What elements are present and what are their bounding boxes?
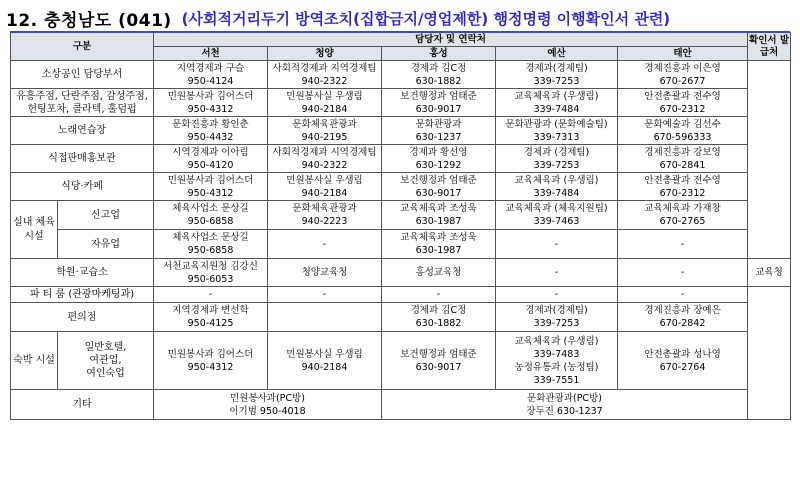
page-title: [6, 4, 670, 32]
confirm-cell: [748, 230, 791, 259]
contact-cell: 경제과 (경제팀) 339-7253: [496, 145, 618, 173]
contact-cell: 민원봉사실 우생림 940-2184: [268, 173, 382, 201]
contact-cell: 문화관광과(PC방) 장두진 630-1237: [382, 390, 748, 420]
header-confirm: 확인서 발급처: [748, 33, 791, 61]
confirm-cell: [748, 201, 791, 230]
contact-cell: 경제과(경제팀) 339-7253: [496, 61, 618, 89]
confirm-cell: [748, 390, 791, 420]
contact-cell: -: [154, 287, 268, 303]
contact-cell: 교육체육과 조성욱 630-1987: [382, 201, 496, 230]
contact-cell: 민원봉사실 우생림 940-2184: [268, 332, 382, 390]
contact-cell: 경제과 김C정 630-1882: [382, 61, 496, 89]
confirm-cell: [748, 61, 791, 89]
contact-cell: 경제진흥과 장예은 670-2842: [618, 303, 748, 332]
confirm-cell: [748, 332, 791, 390]
contact-cell: 안전총괄과 전수영 670-2312: [618, 89, 748, 117]
header-city: 예산: [496, 47, 618, 61]
confirm-cell: [748, 173, 791, 201]
contact-cell: 경제진흥과 이은영 670-2677: [618, 61, 748, 89]
confirm-cell: [748, 89, 791, 117]
contact-cell: 민원봉사과(PC방) 이기범 950-4018: [154, 390, 382, 420]
row-label: 노래연습장: [11, 117, 154, 145]
contact-cell: 지역경제과 변선학 950-4125: [154, 303, 268, 332]
contact-cell: 보건행정과 엄태준 630-9017: [382, 89, 496, 117]
sub-label: 신고업: [58, 201, 154, 230]
confirm-cell: [748, 287, 791, 303]
contact-cell: -: [496, 259, 618, 287]
contact-cell: 문화관광과 630-1237: [382, 117, 496, 145]
section-number: 12. 충청남도 (041): [6, 10, 172, 31]
contact-cell: [268, 303, 382, 332]
contact-cell: -: [268, 230, 382, 259]
row-label: 식접판매홍보관: [11, 145, 154, 173]
row-label: 학원·교습소: [11, 259, 154, 287]
row-label: 소상공인 담당부서: [11, 61, 154, 89]
contact-cell: 교육체육과 (우생림) 339-7483 농정유통과 (농정팀) 339-7551: [496, 332, 618, 390]
contact-cell: 문화체육관광과 940-2195: [268, 117, 382, 145]
contact-cell: 교육체육과 조성욱 630-1987: [382, 230, 496, 259]
header-city: 태안: [618, 47, 748, 61]
row-label: 편의점: [11, 303, 154, 332]
contact-cell: 시역경제과 이아림 950-4120: [154, 145, 268, 173]
contact-cell: 청양교육청: [268, 259, 382, 287]
contact-cell: 경제진흥과 강보영 670-2841: [618, 145, 748, 173]
contact-cell: 체육사업소 문상길 950-6858: [154, 201, 268, 230]
contact-cell: 보건행정과 엄태준 630-9017: [382, 332, 496, 390]
contact-cell: 민원봉사과 김어스더 950-4312: [154, 89, 268, 117]
row-label: 식당·카페: [11, 173, 154, 201]
row-label: 유흥주점, 단란주점, 감성주점, 헌팅포차, 콜라텍, 홀덤펍: [11, 89, 154, 117]
table-top-border: [10, 31, 790, 33]
section-subtitle: (사회적거리두기 방역조치(집합금지/영업제한) 행정명령 이행확인서 관련): [181, 9, 671, 28]
contact-cell: -: [618, 259, 748, 287]
contact-cell: -: [496, 230, 618, 259]
header-contacts: 담당자 및 연락처: [154, 33, 748, 47]
contact-cell: -: [268, 287, 382, 303]
contact-cell: 사회적경제과 시역경제팀 940-2322: [268, 145, 382, 173]
contact-cell: 경제과 김C정 630-1882: [382, 303, 496, 332]
contact-cell: -: [618, 287, 748, 303]
contact-cell: -: [496, 287, 618, 303]
row-label: 파 티 룸 (관광마케팅과): [11, 287, 154, 303]
contact-cell: 경제과 황선영 630-1292: [382, 145, 496, 173]
header-category: 구분: [11, 33, 154, 61]
contact-cell: 사회적경제과 지역경제팀 940-2322: [268, 61, 382, 89]
contact-cell: 교육체육과 (우생림) 339-7484: [496, 173, 618, 201]
sub-label: 일반호텔, 여관업, 여인숙업: [58, 332, 154, 390]
contact-cell: 체육사업소 문상길 950-6858: [154, 230, 268, 259]
contact-cell: 서천교육지원청 김강신 950-6053: [154, 259, 268, 287]
sub-label: 자유업: [58, 230, 154, 259]
contact-cell: 보건행정과 엄태준 630-9017: [382, 173, 496, 201]
header-city: 홍성: [382, 47, 496, 61]
contact-cell: 교육체육과 (체육지원팀) 339-7463: [496, 201, 618, 230]
contact-cell: 문화체육관광과 940-2223: [268, 201, 382, 230]
confirm-cell: [748, 303, 791, 332]
contact-cell: 문화예술과 김선수 670-596333: [618, 117, 748, 145]
confirm-cell: [748, 145, 791, 173]
contact-cell: -: [618, 230, 748, 259]
contact-cell: 지역경제과 구슬 950-4124: [154, 61, 268, 89]
confirm-cell: [748, 117, 791, 145]
contact-cell: 교육체육과 가재창 670-2765: [618, 201, 748, 230]
header-city: 서천: [154, 47, 268, 61]
contact-table: [10, 32, 791, 420]
group-label: 실내 체육 시설: [11, 201, 58, 259]
contact-cell: 안전총괄과 성나영 670-2764: [618, 332, 748, 390]
confirm-cell: 교육청: [748, 259, 791, 287]
contact-cell: 안전총괄과 전수영 670-2312: [618, 173, 748, 201]
contact-cell: 민원봉사과 김어스더 950-4312: [154, 332, 268, 390]
contact-cell: 문화진흥과 황인춘 950-4432: [154, 117, 268, 145]
contact-cell: 민원봉사실 우생림 940-2184: [268, 89, 382, 117]
group-label: 숙박 시설: [11, 332, 58, 390]
contact-cell: 경제과(경제팀) 339-7253: [496, 303, 618, 332]
contact-cell: -: [382, 287, 496, 303]
contact-cell: 교육체육과 (우생림) 339-7484: [496, 89, 618, 117]
row-label: 기타: [11, 390, 154, 420]
contact-cell: 홍성교육청: [382, 259, 496, 287]
contact-cell: 문화관광과 (문화예술팀) 339-7313: [496, 117, 618, 145]
header-city: 청양: [268, 47, 382, 61]
contact-cell: 민원봉사과 김어스더 950-4312: [154, 173, 268, 201]
